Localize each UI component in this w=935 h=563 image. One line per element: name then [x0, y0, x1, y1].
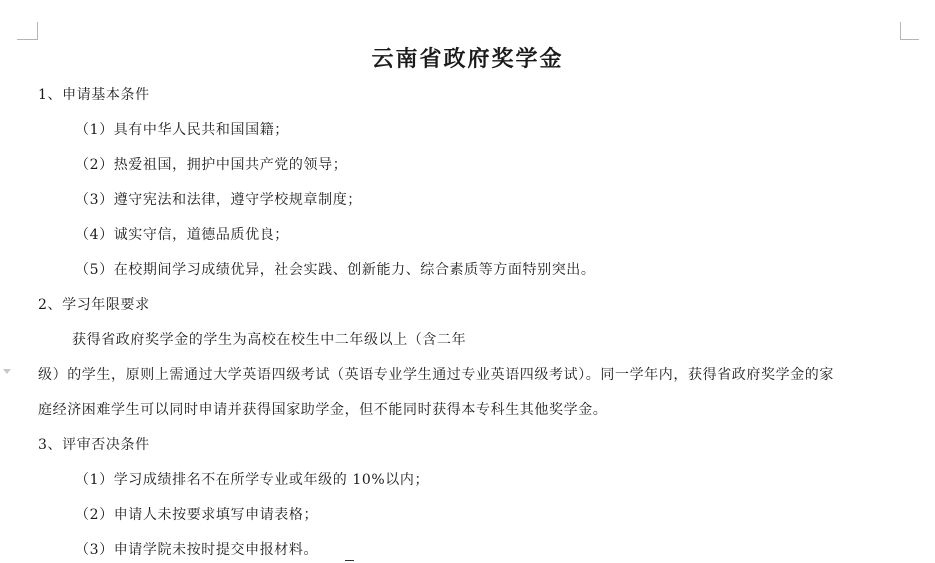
section-3-item-3: （3）申请学院未按时提交申报材料。 [75, 542, 319, 558]
section-heading-3: 3、评审否决条件 [38, 437, 150, 453]
section-1-item-1: （1）具有中华人民共和国国籍； [75, 122, 289, 138]
document-title: 云南省政府奖学金 [371, 46, 564, 72]
margin-corner-top-left [17, 22, 38, 40]
section-3-item-1: （1）学习成绩排名不在所学专业或年级的 10%以内； [75, 472, 430, 488]
section-heading-1: 1、申请基本条件 [38, 87, 150, 103]
section-1-item-4: （4）诚实守信，道德品质优良； [75, 227, 289, 243]
section-3-item-2: （2）申请人未按要求填写申请表格； [75, 507, 319, 523]
section-2-paragraph-line-1: 获得省政府奖学金的学生为高校在校生中二年级以上（含二年 [72, 332, 467, 348]
section-2-paragraph-line-3: 庭经济困难学生可以同时申请并获得国家助学金，但不能同时获得本专科生其他奖学金。 [38, 402, 608, 418]
section-1-item-2: （2）热爱祖国，拥护中国共产党的领导； [75, 157, 348, 173]
paragraph-marker-icon [3, 369, 11, 374]
section-1-item-5: （5）在校期间学习成绩优异，社会实践、创新能力、综合素质等方面特别突出。 [75, 262, 596, 278]
text-cursor [345, 560, 354, 561]
section-1-item-3: （3）遵守宪法和法律，遵守学校规章制度； [75, 192, 362, 208]
section-heading-2: 2、学习年限要求 [38, 297, 150, 313]
margin-corner-top-right [900, 22, 919, 40]
section-2-paragraph-line-2: 级）的学生，原则上需通过大学英语四级考试（英语专业学生通过专业英语四级考试）。同一学年内，获得省政府奖学金的家 [38, 367, 834, 383]
